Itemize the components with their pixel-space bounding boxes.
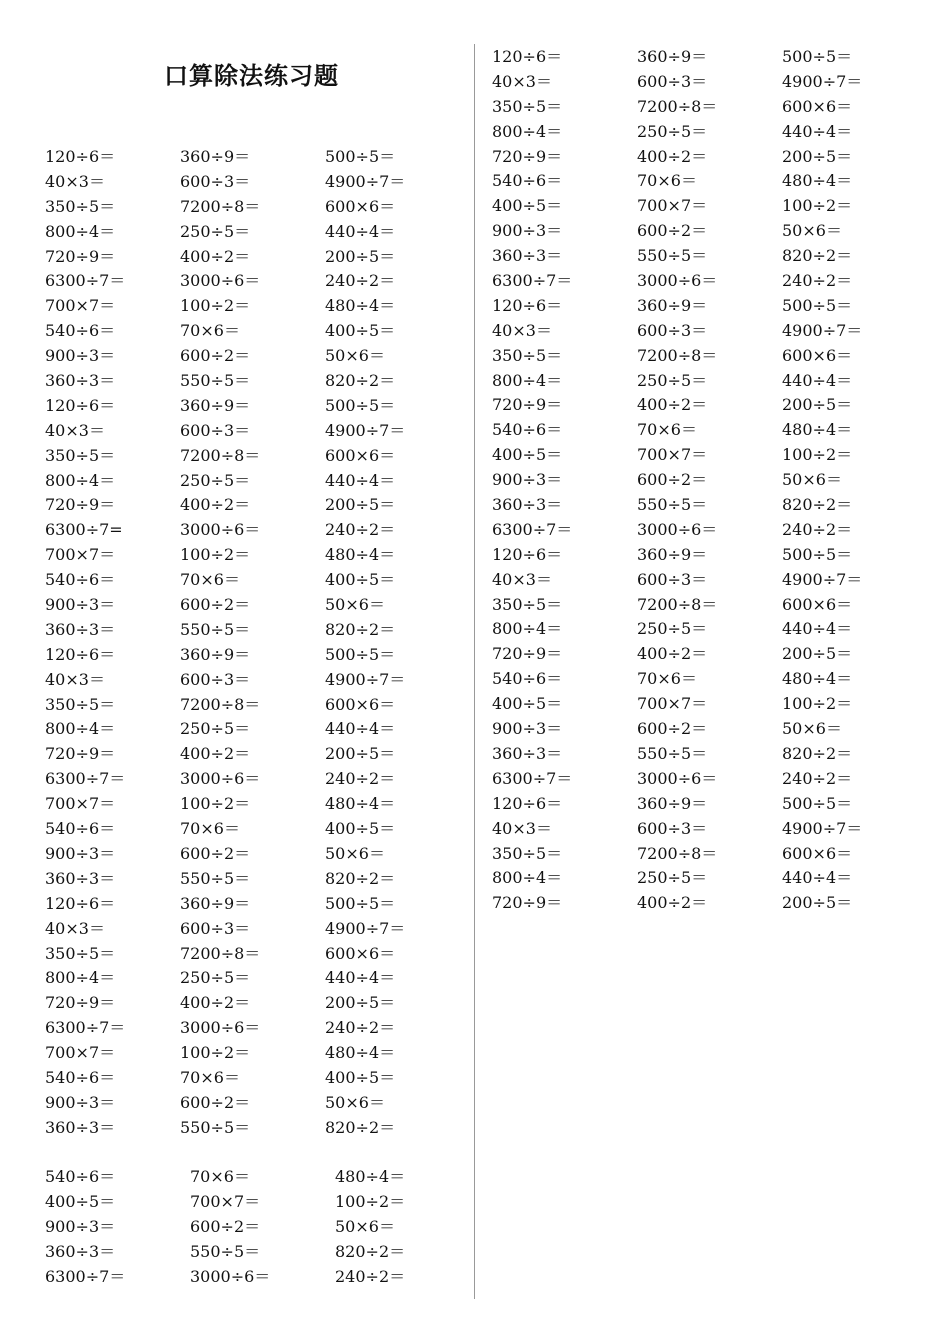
- arithmetic-problem: 240÷2＝: [782, 768, 853, 788]
- arithmetic-problem: 360÷9＝: [637, 544, 708, 564]
- arithmetic-problem: 6300÷7=: [45, 520, 123, 540]
- arithmetic-problem: 500÷5＝: [325, 395, 396, 415]
- arithmetic-problem: 480÷4＝: [325, 545, 396, 565]
- arithmetic-problem: 540÷6＝: [492, 171, 563, 191]
- arithmetic-problem: 50×6＝: [325, 595, 385, 615]
- arithmetic-problem: 350÷5＝: [492, 594, 563, 614]
- arithmetic-problem: 550÷5＝: [637, 246, 708, 266]
- arithmetic-problem: 360÷9＝: [180, 893, 251, 913]
- arithmetic-problem: 3000÷6＝: [637, 768, 718, 788]
- arithmetic-problem: 50×6＝: [325, 1092, 385, 1112]
- arithmetic-problem: 600×6＝: [782, 96, 853, 116]
- arithmetic-problem: 3000÷6＝: [180, 1018, 261, 1038]
- arithmetic-problem: 600÷3＝: [637, 320, 708, 340]
- arithmetic-problem: 400÷2＝: [637, 893, 708, 913]
- arithmetic-problem: 440÷4＝: [782, 619, 853, 639]
- arithmetic-problem: 400÷5＝: [325, 321, 396, 341]
- arithmetic-problem: 360÷3＝: [45, 371, 116, 391]
- arithmetic-problem: 4900÷7＝: [782, 818, 863, 838]
- arithmetic-problem: 400÷2＝: [180, 993, 251, 1013]
- arithmetic-problem: 7200÷8＝: [180, 943, 261, 963]
- arithmetic-problem: 900÷3＝: [45, 1216, 116, 1236]
- arithmetic-problem: 900÷3＝: [45, 595, 116, 615]
- arithmetic-problem: 6300÷7＝: [492, 519, 573, 539]
- arithmetic-problem: 800÷4＝: [45, 968, 116, 988]
- arithmetic-problem: 600÷3＝: [637, 71, 708, 91]
- arithmetic-problem: 50×6＝: [335, 1216, 395, 1236]
- arithmetic-problem: 7200÷8＝: [180, 445, 261, 465]
- arithmetic-problem: 700×7＝: [45, 1043, 116, 1063]
- arithmetic-problem: 6300÷7＝: [45, 271, 126, 291]
- arithmetic-problem: 400÷5＝: [325, 570, 396, 590]
- arithmetic-problem: 700×7＝: [45, 296, 116, 316]
- arithmetic-problem: 70×6＝: [180, 321, 240, 341]
- arithmetic-problem: 540÷6＝: [492, 669, 563, 689]
- arithmetic-problem: 600÷2＝: [180, 595, 251, 615]
- arithmetic-problem: 600×6＝: [782, 594, 853, 614]
- arithmetic-problem: 360÷3＝: [45, 619, 116, 639]
- arithmetic-problem: 600×6＝: [782, 345, 853, 365]
- arithmetic-problem: 800÷4＝: [45, 470, 116, 490]
- arithmetic-problem: 250÷5＝: [180, 968, 251, 988]
- arithmetic-problem: 540÷6＝: [45, 1167, 116, 1186]
- arithmetic-problem: 700×7＝: [45, 794, 116, 814]
- arithmetic-problem: 360÷9＝: [637, 295, 708, 315]
- arithmetic-problem: 7200÷8＝: [637, 345, 718, 365]
- arithmetic-problem: 600÷2＝: [180, 843, 251, 863]
- arithmetic-problem: 120÷6＝: [492, 47, 563, 66]
- arithmetic-problem: 6300÷7＝: [45, 769, 126, 789]
- arithmetic-problem: 600÷3＝: [180, 918, 251, 938]
- arithmetic-problem: 720÷9＝: [492, 644, 563, 664]
- arithmetic-problem: 7200÷8＝: [637, 594, 718, 614]
- arithmetic-problem: 7200÷8＝: [180, 196, 261, 216]
- arithmetic-problem: 200÷5＝: [782, 893, 853, 913]
- arithmetic-problem: 4900÷7＝: [782, 569, 863, 589]
- arithmetic-problem: 400÷5＝: [325, 1067, 396, 1087]
- arithmetic-problem: 600÷2＝: [180, 1092, 251, 1112]
- arithmetic-problem: 240÷2＝: [782, 519, 853, 539]
- arithmetic-problem: 6300÷7＝: [492, 271, 573, 291]
- arithmetic-problem: 600×6＝: [325, 445, 396, 465]
- arithmetic-problem: 500÷5＝: [782, 47, 853, 66]
- arithmetic-problem: 400÷2＝: [180, 744, 251, 764]
- arithmetic-problem: 820÷2＝: [325, 619, 396, 639]
- arithmetic-problem: 6300÷7＝: [45, 1266, 126, 1286]
- arithmetic-problem: 3000÷6＝: [180, 769, 261, 789]
- arithmetic-problem: 600÷2＝: [180, 346, 251, 366]
- arithmetic-problem: 350÷5＝: [492, 96, 563, 116]
- arithmetic-problem: 500÷5＝: [782, 544, 853, 564]
- arithmetic-problem: 500÷5＝: [325, 893, 396, 913]
- arithmetic-problem: 440÷4＝: [782, 868, 853, 888]
- arithmetic-problem: 900÷3＝: [45, 843, 116, 863]
- arithmetic-problem: 400÷5＝: [492, 196, 563, 216]
- arithmetic-problem: 7200÷8＝: [637, 96, 718, 116]
- arithmetic-problem: 480÷4＝: [325, 296, 396, 316]
- arithmetic-problem: 40×3＝: [492, 818, 552, 838]
- arithmetic-problem: 250÷5＝: [637, 619, 708, 639]
- arithmetic-problem: 720÷9＝: [45, 246, 116, 266]
- arithmetic-problem: 200÷5＝: [325, 495, 396, 515]
- arithmetic-problem: 820÷2＝: [335, 1241, 406, 1261]
- arithmetic-problem: 600×6＝: [325, 196, 396, 216]
- arithmetic-problem: 250÷5＝: [637, 370, 708, 390]
- arithmetic-problem: 250÷5＝: [637, 121, 708, 141]
- arithmetic-problem: 4900÷7＝: [325, 918, 406, 938]
- arithmetic-problem: 820÷2＝: [782, 246, 853, 266]
- arithmetic-problem: 440÷4＝: [325, 470, 396, 490]
- arithmetic-problem: 120÷6＝: [492, 544, 563, 564]
- arithmetic-problem: 480÷4＝: [325, 1043, 396, 1063]
- arithmetic-problem: 550÷5＝: [637, 495, 708, 515]
- arithmetic-problem: 480÷4＝: [325, 794, 396, 814]
- arithmetic-problem: 800÷4＝: [45, 719, 116, 739]
- arithmetic-problem: 100÷2＝: [180, 1043, 251, 1063]
- arithmetic-problem: 540÷6＝: [45, 321, 116, 341]
- arithmetic-problem: 200÷5＝: [325, 246, 396, 266]
- arithmetic-problem: 550÷5＝: [180, 868, 251, 888]
- arithmetic-problem: 600÷2＝: [190, 1216, 261, 1236]
- arithmetic-problem: 400÷2＝: [180, 246, 251, 266]
- arithmetic-problem: 360÷3＝: [45, 1117, 116, 1137]
- arithmetic-problem: 360÷3＝: [492, 495, 563, 515]
- arithmetic-problem: 480÷4＝: [782, 669, 853, 689]
- arithmetic-problem: 720÷9＝: [45, 744, 116, 764]
- arithmetic-problem: 800÷4＝: [492, 619, 563, 639]
- arithmetic-problem: 70×6＝: [180, 570, 240, 590]
- arithmetic-problem: 360÷3＝: [45, 1241, 116, 1261]
- arithmetic-problem: 720÷9＝: [492, 395, 563, 415]
- arithmetic-problem: 240÷2＝: [782, 271, 853, 291]
- arithmetic-problem: 820÷2＝: [325, 371, 396, 391]
- arithmetic-problem: 7200÷8＝: [637, 843, 718, 863]
- arithmetic-problem: 40×3＝: [45, 669, 105, 689]
- page-title: 口算除法练习题: [164, 62, 339, 90]
- arithmetic-problem: 600÷2＝: [637, 470, 708, 490]
- arithmetic-problem: 70×6＝: [190, 1167, 250, 1186]
- arithmetic-problem: 120÷6＝: [45, 893, 116, 913]
- arithmetic-problem: 3000÷6＝: [637, 271, 718, 291]
- arithmetic-problem: 350÷5＝: [492, 843, 563, 863]
- arithmetic-problem: 200÷5＝: [782, 644, 853, 664]
- column-divider: [474, 44, 475, 1299]
- arithmetic-problem: 7200÷8＝: [180, 694, 261, 714]
- arithmetic-problem: 600÷3＝: [637, 818, 708, 838]
- arithmetic-problem: 250÷5＝: [180, 221, 251, 241]
- arithmetic-problem: 500÷5＝: [325, 147, 396, 166]
- arithmetic-problem: 120÷6＝: [492, 793, 563, 813]
- arithmetic-problem: 360÷3＝: [492, 743, 563, 763]
- arithmetic-problem: 550÷5＝: [180, 1117, 251, 1137]
- arithmetic-problem: 4900÷7＝: [325, 669, 406, 689]
- arithmetic-problem: 400÷5＝: [325, 819, 396, 839]
- arithmetic-problem: 720÷9＝: [492, 893, 563, 913]
- arithmetic-problem: 900÷3＝: [45, 346, 116, 366]
- arithmetic-problem: 700×7＝: [637, 694, 708, 714]
- arithmetic-problem: 540÷6＝: [492, 420, 563, 440]
- arithmetic-problem: 900÷3＝: [492, 221, 563, 241]
- arithmetic-problem: 800÷4＝: [45, 221, 116, 241]
- arithmetic-problem: 6300÷7＝: [492, 768, 573, 788]
- arithmetic-problem: 240÷2＝: [325, 769, 396, 789]
- arithmetic-problem: 400÷5＝: [492, 445, 563, 465]
- arithmetic-problem: 350÷5＝: [45, 943, 116, 963]
- arithmetic-problem: 400÷2＝: [637, 146, 708, 166]
- arithmetic-problem: 4900÷7＝: [325, 420, 406, 440]
- arithmetic-problem: 500÷5＝: [782, 295, 853, 315]
- arithmetic-problem: 400÷2＝: [637, 395, 708, 415]
- arithmetic-problem: 400÷5＝: [45, 1191, 116, 1211]
- arithmetic-problem: 50×6＝: [782, 719, 842, 739]
- arithmetic-problem: 600÷3＝: [180, 420, 251, 440]
- arithmetic-problem: 900÷3＝: [492, 470, 563, 490]
- arithmetic-problem: 600÷3＝: [180, 669, 251, 689]
- arithmetic-problem: 120÷6＝: [492, 295, 563, 315]
- arithmetic-problem: 200÷5＝: [782, 146, 853, 166]
- arithmetic-problem: 720÷9＝: [45, 495, 116, 515]
- arithmetic-problem: 70×6＝: [180, 1067, 240, 1087]
- arithmetic-problem: 600÷2＝: [637, 719, 708, 739]
- arithmetic-problem: 440÷4＝: [325, 968, 396, 988]
- arithmetic-problem: 240÷2＝: [325, 1018, 396, 1038]
- arithmetic-problem: 480÷4＝: [335, 1167, 406, 1186]
- arithmetic-problem: 800÷4＝: [492, 370, 563, 390]
- arithmetic-problem: 700×7＝: [637, 445, 708, 465]
- arithmetic-problem: 540÷6＝: [45, 570, 116, 590]
- arithmetic-problem: 820÷2＝: [782, 495, 853, 515]
- arithmetic-problem: 250÷5＝: [180, 470, 251, 490]
- arithmetic-problem: 360÷9＝: [180, 644, 251, 664]
- arithmetic-problem: 40×3＝: [492, 320, 552, 340]
- arithmetic-problem: 120÷6＝: [45, 644, 116, 664]
- arithmetic-problem: 540÷6＝: [45, 819, 116, 839]
- arithmetic-problem: 600÷3＝: [180, 171, 251, 191]
- arithmetic-problem: 40×3＝: [45, 420, 105, 440]
- arithmetic-problem: 120÷6＝: [45, 395, 116, 415]
- arithmetic-problem: 400÷5＝: [492, 694, 563, 714]
- arithmetic-problem: 50×6＝: [325, 843, 385, 863]
- arithmetic-problem: 3000÷6＝: [637, 519, 718, 539]
- arithmetic-problem: 500÷5＝: [782, 793, 853, 813]
- arithmetic-problem: 600÷2＝: [637, 221, 708, 241]
- arithmetic-problem: 820÷2＝: [782, 743, 853, 763]
- arithmetic-problem: 70×6＝: [637, 171, 697, 191]
- arithmetic-problem: 50×6＝: [782, 470, 842, 490]
- arithmetic-problem: 3000÷6＝: [180, 520, 261, 540]
- arithmetic-problem: 360÷9＝: [180, 395, 251, 415]
- arithmetic-problem: 50×6＝: [782, 221, 842, 241]
- arithmetic-problem: 200÷5＝: [782, 395, 853, 415]
- arithmetic-problem: 820÷2＝: [325, 868, 396, 888]
- arithmetic-problem: 70×6＝: [637, 420, 697, 440]
- arithmetic-problem: 360÷3＝: [45, 868, 116, 888]
- arithmetic-problem: 400÷2＝: [637, 644, 708, 664]
- arithmetic-problem: 600÷3＝: [637, 569, 708, 589]
- arithmetic-problem: 360÷3＝: [492, 246, 563, 266]
- arithmetic-problem: 4900÷7＝: [325, 171, 406, 191]
- arithmetic-problem: 440÷4＝: [782, 121, 853, 141]
- arithmetic-problem: 800÷4＝: [492, 121, 563, 141]
- arithmetic-problem: 900÷3＝: [45, 1092, 116, 1112]
- arithmetic-problem: 600×6＝: [325, 943, 396, 963]
- arithmetic-problem: 360÷9＝: [180, 147, 251, 166]
- arithmetic-problem: 600×6＝: [782, 843, 853, 863]
- arithmetic-problem: 3000÷6＝: [180, 271, 261, 291]
- arithmetic-problem: 100÷2＝: [180, 296, 251, 316]
- arithmetic-problem: 40×3＝: [492, 71, 552, 91]
- arithmetic-problem: 440÷4＝: [325, 221, 396, 241]
- arithmetic-problem: 200÷5＝: [325, 993, 396, 1013]
- arithmetic-problem: 350÷5＝: [45, 445, 116, 465]
- arithmetic-problem: 550÷5＝: [180, 371, 251, 391]
- arithmetic-problem: 350÷5＝: [492, 345, 563, 365]
- arithmetic-problem: 540÷6＝: [45, 1067, 116, 1087]
- arithmetic-problem: 550÷5＝: [180, 619, 251, 639]
- arithmetic-problem: 900÷3＝: [492, 719, 563, 739]
- arithmetic-problem: 250÷5＝: [180, 719, 251, 739]
- arithmetic-problem: 200÷5＝: [325, 744, 396, 764]
- arithmetic-problem: 800÷4＝: [492, 868, 563, 888]
- arithmetic-problem: 720÷9＝: [45, 993, 116, 1013]
- arithmetic-problem: 360÷9＝: [637, 793, 708, 813]
- arithmetic-problem: 480÷4＝: [782, 420, 853, 440]
- arithmetic-problem: 3000÷6＝: [190, 1266, 271, 1286]
- arithmetic-problem: 4900÷7＝: [782, 71, 863, 91]
- arithmetic-problem: 720÷9＝: [492, 146, 563, 166]
- arithmetic-problem: 100÷2＝: [180, 794, 251, 814]
- arithmetic-problem: 100÷2＝: [782, 196, 853, 216]
- arithmetic-problem: 50×6＝: [325, 346, 385, 366]
- arithmetic-problem: 120÷6＝: [45, 147, 116, 166]
- arithmetic-problem: 500÷5＝: [325, 644, 396, 664]
- arithmetic-problem: 350÷5＝: [45, 694, 116, 714]
- arithmetic-problem: 240÷2＝: [325, 271, 396, 291]
- arithmetic-problem: 40×3＝: [45, 918, 105, 938]
- arithmetic-problem: 700×7＝: [45, 545, 116, 565]
- arithmetic-problem: 6300÷7＝: [45, 1018, 126, 1038]
- arithmetic-problem: 100÷2＝: [335, 1191, 406, 1211]
- arithmetic-problem: 4900÷7＝: [782, 320, 863, 340]
- arithmetic-problem: 550÷5＝: [190, 1241, 261, 1261]
- arithmetic-problem: 100÷2＝: [782, 694, 853, 714]
- arithmetic-problem: 360÷9＝: [637, 47, 708, 66]
- arithmetic-problem: 100÷2＝: [782, 445, 853, 465]
- arithmetic-problem: 700×7＝: [637, 196, 708, 216]
- arithmetic-problem: 700×7＝: [190, 1191, 261, 1211]
- arithmetic-problem: 440÷4＝: [782, 370, 853, 390]
- arithmetic-problem: 40×3＝: [492, 569, 552, 589]
- arithmetic-problem: 350÷5＝: [45, 196, 116, 216]
- arithmetic-problem: 440÷4＝: [325, 719, 396, 739]
- arithmetic-problem: 250÷5＝: [637, 868, 708, 888]
- arithmetic-problem: 550÷5＝: [637, 743, 708, 763]
- arithmetic-problem: 70×6＝: [180, 819, 240, 839]
- arithmetic-problem: 400÷2＝: [180, 495, 251, 515]
- arithmetic-problem: 70×6＝: [637, 669, 697, 689]
- arithmetic-problem: 240÷2＝: [335, 1266, 406, 1286]
- arithmetic-problem: 40×3＝: [45, 171, 105, 191]
- arithmetic-problem: 100÷2＝: [180, 545, 251, 565]
- arithmetic-problem: 480÷4＝: [782, 171, 853, 191]
- arithmetic-problem: 600×6＝: [325, 694, 396, 714]
- arithmetic-problem: 820÷2＝: [325, 1117, 396, 1137]
- arithmetic-problem: 240÷2＝: [325, 520, 396, 540]
